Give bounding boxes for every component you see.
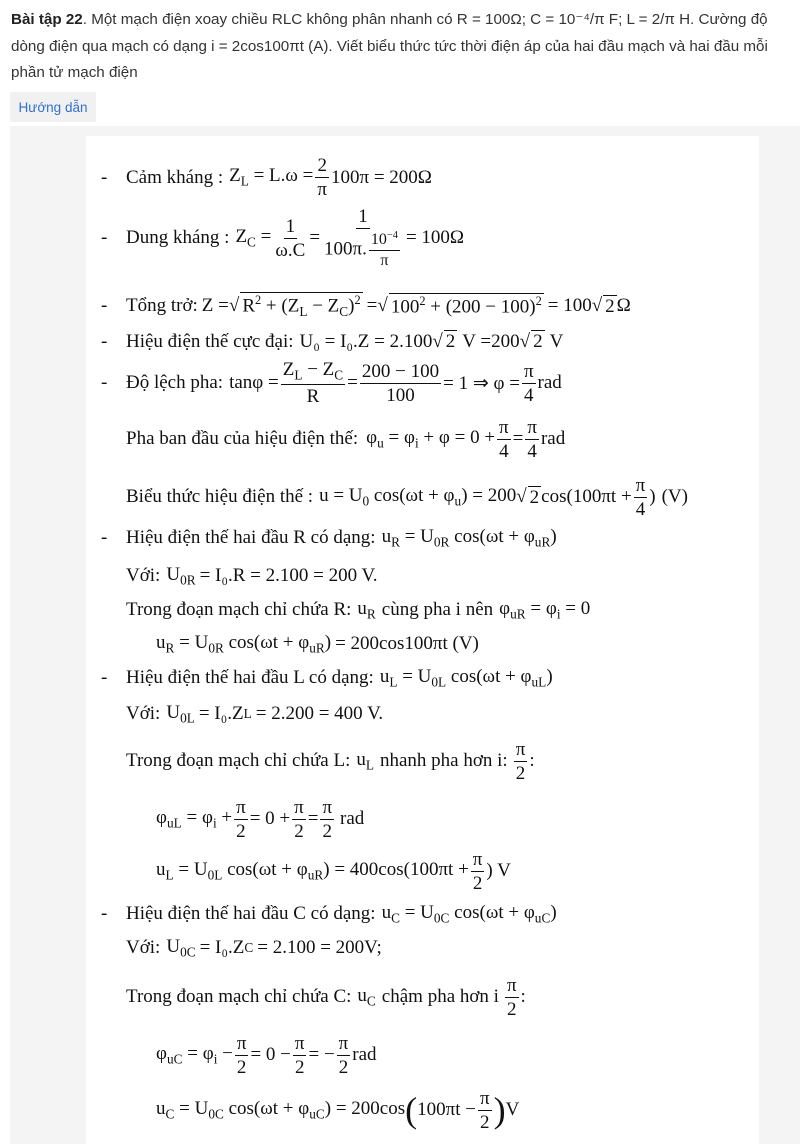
c-label: Hiệu điện thế hai đầu C có dạng: xyxy=(126,903,376,925)
phi-uc-line: $\varphi_{uC} = \varphi_i$ − $\frac{\pi}{2}$ = 0 − $\frac{\pi}{2}$ = − $\frac{\pi}{2}$ rad xyxy=(156,1032,377,1078)
bullet: - xyxy=(101,166,108,188)
solution-image xyxy=(86,136,759,1144)
volt-unit: (V) xyxy=(661,486,688,507)
phase-label: Độ lệch pha: xyxy=(126,372,224,393)
l-lead: nhanh pha hơn i: xyxy=(379,750,508,771)
solution-panel xyxy=(10,126,800,1144)
u0-label: Hiệu điện thế cực đại: xyxy=(126,330,294,352)
l-label: Hiệu điện thế hai đầu L có dạng: xyxy=(126,667,374,689)
problem-title: Bài tập 22 xyxy=(11,11,83,28)
phase-line: - Độ lệch pha: tanφ = $\frac{Z_L - Z_C}{R}$ = $\frac{200 - 100}{100}$ = 1 ⇒ φ = $\frac{\pi}{4}$ rad xyxy=(101,359,562,407)
ul-value-tail: = 2.200 = 400 V. xyxy=(255,703,384,725)
rad-unit: rad xyxy=(352,1044,377,1065)
ul-value-line: Với: $U_{0L}$ = I₀.Z L = 2.200 = 400 V. xyxy=(126,702,384,726)
with-label: Với: xyxy=(126,703,161,725)
u-expr-label: Biểu thức hiệu điện thế : xyxy=(126,486,314,507)
u0-line: - Hiệu điện thế cực đại: U₀ = I₀.Z = 2.100 √ 2 V =200 √ 2 V xyxy=(101,330,564,352)
ur-value-line: Với: $U_{0R}$ = I₀.R = 2.100 = 200 V. xyxy=(126,564,378,588)
c-only-line: Trong đoạn mạch chỉ chứa C: $u_C$ chậm pha hơn i π 2 : xyxy=(126,974,526,1020)
r-same-phase: cùng pha i nên xyxy=(381,599,494,621)
uc-value: = I₀.Z xyxy=(199,937,245,959)
l-only-line: Trong đoạn mạch chỉ chứa L: $u_L$ nhanh pha hơn i: π 2 : xyxy=(126,738,535,784)
bullet: - xyxy=(101,372,108,393)
u0-tail: V =200 xyxy=(462,330,520,352)
phi-ul-line: $\varphi_{uL} = \varphi_i$ + $\frac{\pi}{2}$ = 0 + $\frac{\pi}{2}$ = $\frac{\pi}{2}$ rad xyxy=(156,796,365,842)
ur-value: = I₀.R = 2.100 = 200 V. xyxy=(199,565,378,587)
with-label: Với: xyxy=(126,937,161,959)
z-label: Tổng trở: xyxy=(126,295,198,317)
ul-expr-line: $u_L = U_{0L}$ $\cos(\omega t + \varphi_{uR}) = 400\cos(100\pi t$ + $\frac{\pi}{2}$ ) V xyxy=(156,848,511,894)
c-line: - Hiệu điện thế hai đầu C có dạng: $u_C = U_{0C}$ $\cos(\omega t + \varphi_{uC})$ xyxy=(101,902,557,926)
init-phase-label: Pha ban đầu của hiệu điện thế: xyxy=(126,428,359,449)
bullet: - xyxy=(101,295,108,317)
z-line: - Tổng trở: Z = √ $R^2 + (Z_L - Z_C)^2$ = √ $100^2 + (200 - 100)^2$ = 100 √ 2 Ω xyxy=(101,293,631,320)
init-phase-line: Pha ban đầu của hiệu điện thế: $\varphi_u = \varphi_i + \varphi = 0$ + $\frac{\pi}{4}$ = $\frac{\pi}{4}$ rad xyxy=(126,416,566,462)
rad-unit: rad xyxy=(340,808,365,829)
zl-label: Cảm kháng : xyxy=(126,166,224,188)
r-only-text: Trong đoạn mạch chỉ chứa R: xyxy=(126,599,352,621)
bullet: - xyxy=(101,667,108,689)
ur-expr-line: $u_R = U_{0R}$ $\cos(\omega t + \varphi_{uR})$ = 200cos100πt (V) xyxy=(156,632,479,656)
r-only-line: Trong đoạn mạch chỉ chứa R: $u_R$ cùng pha i nên $\varphi_{uR} = \varphi_i = 0$ xyxy=(126,598,591,622)
r-line: - Hiệu điện thế hai đầu R có dạng: $u_R = U_{0R}$ $\cos(\omega t + \varphi_{uR})$ xyxy=(101,526,557,550)
c-only-text: Trong đoạn mạch chỉ chứa C: xyxy=(126,986,352,1007)
u-expr-line: Biểu thức hiệu điện thế : $u = U_0$ $\cos(\omega t + \varphi_u) = 200$ √ 2 cos(100πt + $\frac{\pi}{4}$ ) (V) xyxy=(126,474,688,520)
problem-statement xyxy=(11,7,791,87)
zc-label: Dung kháng : xyxy=(126,227,230,248)
zc-line: - Dung kháng : $Z_C$ = $\frac{1}{\omega.C}$ = 1 100π. $\frac{10^{-4}}{\pi}$ = 100Ω xyxy=(101,205,465,270)
with-label: Với: xyxy=(126,565,161,587)
u0-expr: U₀ = I₀.Z = 2.100 xyxy=(299,330,433,352)
r-label: Hiệu điện thế hai đầu R có dạng: xyxy=(126,527,376,549)
l-line: - Hiệu điện thế hai đầu L có dạng: $u_L = U_{0L}$ $\cos(\omega t + \varphi_{uL})$ xyxy=(101,666,553,690)
bullet: - xyxy=(101,903,108,925)
l-only-text: Trong đoạn mạch chỉ chứa L: xyxy=(126,750,351,771)
rad-unit: rad xyxy=(537,372,562,393)
zl-line: - Cảm kháng : $Z_L = L.\omega$ = $\frac{2}{\pi}$ 100π = 200Ω xyxy=(101,155,432,200)
uc-value-line: Với: $U_{0C}$ = I₀.Z C = 2.100 = 200V; xyxy=(126,936,382,960)
ul-value: = I₀.Z xyxy=(198,703,244,725)
guide-button[interactable]: Hướng dẫn xyxy=(10,92,96,122)
uc-value-tail: = 2.100 = 200V; xyxy=(257,937,382,959)
bullet: - xyxy=(101,527,108,549)
rad-unit: rad xyxy=(540,428,566,449)
problem-text: . Một mạch điện xoay chiều RLC không phân nhanh có R = 100Ω; C = 10⁻⁴/π F; L = 2/π H. Cường độ dòng điện qua mạch có dạng i = 2cos100πt (A). Viết biểu thức tức thời điện áp của hai đầu mạch và hai đầu mỗi phần tử mạch điện xyxy=(11,11,768,81)
ur-expr-tail: = 200cos100πt (V) xyxy=(335,633,479,655)
bullet: - xyxy=(101,330,108,352)
bullet: - xyxy=(101,227,108,248)
c-lag: chậm pha hơn i xyxy=(381,986,499,1007)
uc-expr-line: $u_C = U_{0C}$ $\cos(\omega t + \varphi_{uC}) = 200\cos$ ( 100πt − $\frac{\pi}{2}$ ) V xyxy=(156,1087,520,1133)
